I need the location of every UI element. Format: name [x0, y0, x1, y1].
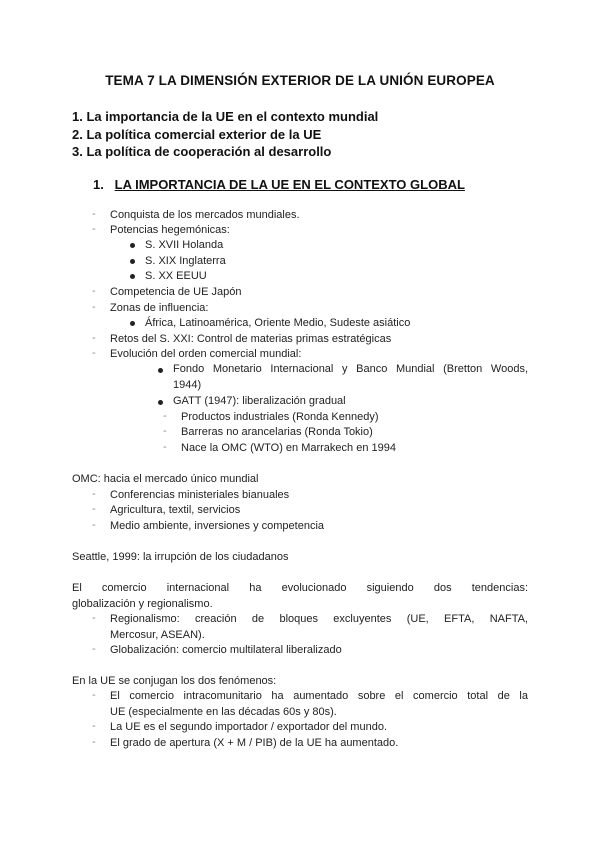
dot-bullet — [130, 321, 135, 326]
document-title: TEMA 7 LA DIMENSIÓN EXTERIOR DE LA UNIÓN EUROPEA — [105, 73, 495, 88]
toc-item: 3. La política de cooperación al desarrollo — [72, 144, 332, 159]
dash-bullet: - — [92, 720, 96, 732]
dash-bullet: - — [92, 643, 96, 655]
list-item-line: 1944) — [173, 378, 202, 391]
table-of-contents — [72, 108, 378, 161]
dash-bullet: - — [92, 736, 96, 748]
list-item — [173, 362, 528, 393]
list-item-line: Fondo Monetario Internacional y Banco Mundial (Bretton Woods, — [173, 363, 528, 375]
paragraph-line: El comercio internacional ha evolucionado siguiendo dos tendencias: — [72, 582, 528, 594]
dash-bullet: - — [92, 689, 96, 701]
list-item: Globalización: comercio multilateral liberalizado — [110, 644, 342, 656]
dot-bullet — [158, 400, 163, 405]
dash-bullet: - — [92, 503, 96, 515]
list-item: Barreras no arancelarias (Ronda Tokio) — [181, 426, 373, 438]
dash-bullet: - — [163, 425, 167, 437]
list-item: La UE es el segundo importador / exportador del mundo. — [110, 721, 387, 733]
toc-item: 2. La política comercial exterior de la UE — [72, 126, 322, 142]
list-item-line: El comercio intracomunitario ha aumentado sobre el comercio total de la — [110, 690, 528, 702]
dot-bullet — [130, 243, 135, 248]
toc-item: 1. La importancia de la UE en el contexto mundial — [72, 109, 379, 124]
dash-bullet: - — [163, 410, 167, 422]
list-item-line: Mercosur, ASEAN). — [110, 628, 205, 641]
list-item: África, Latinoamérica, Oriente Medio, Sudeste asiático — [145, 317, 411, 329]
list-item — [110, 612, 528, 643]
dash-bullet: - — [92, 332, 96, 344]
list-item-line: UE (especialmente en las décadas 60s y 80s). — [110, 705, 337, 718]
dash-bullet: - — [163, 441, 167, 453]
dot-bullet — [130, 259, 135, 264]
list-item: S. XX EEUU — [145, 270, 207, 282]
paragraph — [72, 581, 528, 612]
paragraph: En la UE se conjugan los dos fenómenos: — [72, 675, 277, 687]
section-number: 1. — [93, 177, 104, 192]
dash-bullet: - — [92, 612, 96, 624]
list-item: Competencia de UE Japón — [110, 286, 242, 298]
dash-bullet: - — [92, 285, 96, 297]
dot-bullet — [158, 368, 163, 373]
paragraph-line: globalización y regionalismo. — [72, 597, 213, 610]
list-item: GATT (1947): liberalización gradual — [173, 395, 346, 407]
paragraph: OMC: hacia el mercado único mundial — [72, 473, 259, 485]
dash-bullet: - — [92, 223, 96, 235]
list-item: Nace la OMC (WTO) en Marrakech en 1994 — [181, 442, 396, 454]
list-item: S. XIX Inglaterra — [145, 255, 226, 267]
list-item-line: Regionalismo: creación de bloques excluyentes (UE, EFTA, NAFTA, — [110, 613, 528, 625]
list-item: S. XVII Holanda — [145, 239, 224, 251]
dash-bullet: - — [92, 208, 96, 220]
list-item: Productos industriales (Ronda Kennedy) — [181, 411, 379, 423]
list-item: Medio ambiente, inversiones y competencia — [110, 520, 325, 532]
dash-bullet: - — [92, 301, 96, 313]
list-item: El grado de apertura (X + M / PIB) de la UE ha aumentado. — [110, 737, 399, 749]
list-item: Conferencias ministeriales bianuales — [110, 489, 290, 501]
section-heading — [93, 177, 465, 192]
list-item — [110, 689, 528, 720]
dash-bullet: - — [92, 347, 96, 359]
dot-bullet — [130, 274, 135, 279]
list-item: Retos del S. XXI: Control de materias primas estratégicas — [110, 333, 392, 345]
list-item: Agricultura, textil, servicios — [110, 504, 241, 516]
list-item: Potencias hegemónicas: — [110, 224, 230, 236]
paragraph: Seattle, 1999: la irrupción de los ciudadanos — [72, 551, 289, 563]
list-item: Zonas de influencia: — [110, 302, 209, 314]
list-item: Conquista de los mercados mundiales. — [110, 209, 300, 221]
dash-bullet: - — [92, 488, 96, 500]
dash-bullet: - — [92, 519, 96, 531]
section-title: LA IMPORTANCIA DE LA UE EN EL CONTEXTO GLOBAL — [114, 177, 465, 192]
list-item: Evolución del orden comercial mundial: — [110, 348, 302, 360]
